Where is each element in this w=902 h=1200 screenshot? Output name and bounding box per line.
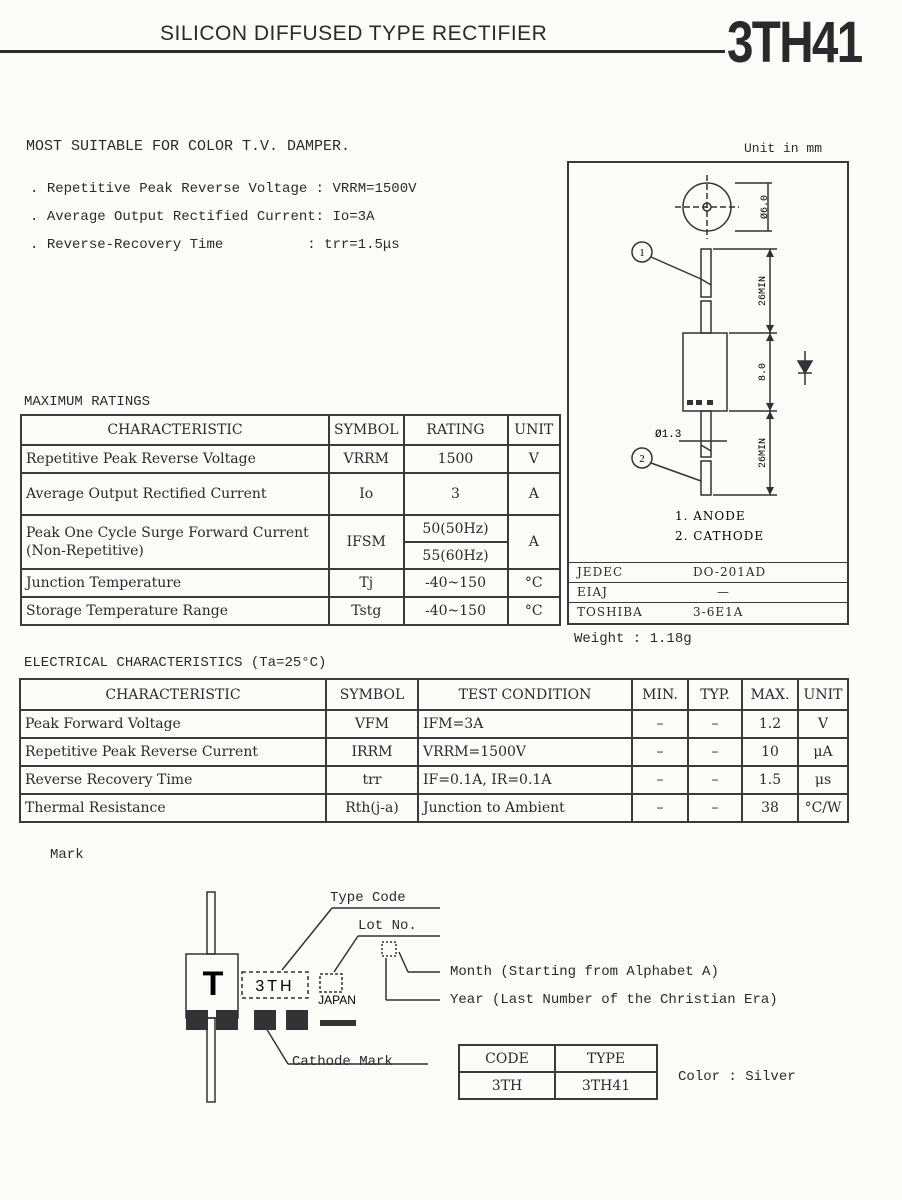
callout-2: 2	[639, 453, 645, 465]
type-value: 3TH41	[555, 1072, 657, 1099]
table-row: Peak Forward Voltage VFM IFM=3A – – 1.2 V	[20, 710, 848, 738]
table-row: Peak One Cycle Surge Forward Current (Non-Repetitive) IFSM 50(50Hz) A	[21, 515, 560, 542]
package-outline-drawing	[567, 161, 849, 561]
jedec-row: JEDEC DO-201AD	[567, 562, 849, 582]
feature-item: . Repetitive Peak Reverse Voltage : VRRM=1500V	[30, 181, 417, 197]
color-note: Color : Silver	[678, 1069, 796, 1085]
country-marking: JAPAN	[318, 993, 356, 1007]
col-characteristic: CHARACTERISTIC	[21, 415, 329, 445]
table-row: Junction Temperature Tj -40~150 °C	[21, 569, 560, 597]
max-ratings-table	[20, 414, 561, 626]
pin-2-label: 2. CATHODE	[675, 529, 765, 543]
part-number: 3TH41	[727, 10, 862, 75]
month-label: Month (Starting from Alphabet A)	[450, 964, 719, 980]
code-value: 3TH	[459, 1072, 555, 1099]
max-ratings-heading: MAXIMUM RATINGS	[24, 394, 151, 410]
table-row	[459, 1072, 657, 1099]
title-rule	[0, 50, 725, 53]
col-unit: UNIT	[508, 415, 561, 445]
table-row: Repetitive Peak Reverse Voltage VRRM 1500 V	[21, 445, 560, 473]
feature-item: . Reverse-Recovery Time : trr=1.5μs	[30, 237, 400, 253]
lead-diameter-dimension: Ø1.3	[655, 429, 682, 441]
table-row: Repetitive Peak Reverse Current IRRM VRRM=1500V – – 10 μA	[20, 738, 848, 766]
lot-no-label: Lot No.	[358, 918, 417, 934]
diameter-dimension: Ø6.0	[760, 194, 771, 220]
application-note: MOST SUITABLE FOR COLOR T.V. DAMPER.	[26, 138, 351, 155]
unit-note: Unit in mm	[744, 141, 823, 156]
code-header: CODE	[459, 1045, 555, 1072]
table-row: 55(60Hz)	[21, 542, 560, 569]
callout-1: 1	[639, 247, 645, 259]
electrical-heading: ELECTRICAL CHARACTERISTICS (Ta=25°C)	[24, 655, 327, 671]
eiaj-row: EIAJ —	[567, 582, 849, 602]
weight: Weight : 1.18g	[574, 631, 692, 647]
table-row: Reverse Recovery Time trr IF=0.1A, IR=0.1A – – 1.5 μs	[20, 766, 848, 794]
body-length-dimension: 8.0	[758, 362, 769, 382]
type-header: TYPE	[555, 1045, 657, 1072]
type-code-marking: 3TH	[255, 978, 295, 995]
col-symbol: SYMBOL	[329, 415, 404, 445]
feature-item: . Average Output Rectified Current: Io=3A	[30, 209, 375, 225]
table-row: Thermal Resistance Rth(j-a) Junction to Ambient – – 38 °C/W	[20, 794, 848, 822]
pin-1-label: 1. ANODE	[675, 509, 746, 523]
type-code-label: Type Code	[330, 890, 406, 906]
code-type-table	[458, 1044, 658, 1100]
toshiba-logo: T	[202, 965, 224, 1003]
marking-diagram	[170, 880, 470, 1110]
table-row: Storage Temperature Range Tstg -40~150 °C	[21, 597, 560, 625]
document-title: SILICON DIFFUSED TYPE RECTIFIER	[160, 22, 548, 45]
cathode-mark-label: Cathode Mark	[292, 1054, 393, 1070]
electrical-table: CHARACTERISTIC SYMBOL TEST CONDITION MIN. TYP. MAX. UNIT Peak Forward Voltage VFM IFM=3A – – 1.2 V Repetitive Peak Reverse Current IRRM VRRM=1500V – – 10 μA Reverse Recovery Time trr IF=0.1A, IR=0.1A – – 1.5 μs Thermal Resistance Rth(j-a) Junction to Ambient – – 38 °C/W	[19, 678, 849, 823]
col-rating: RATING	[404, 415, 508, 445]
table-row: Average Output Rectified Current Io 3 A	[21, 473, 560, 515]
year-label: Year (Last Number of the Christian Era)	[450, 992, 778, 1008]
lead-length-dimension-bottom: 26MIN	[758, 437, 769, 469]
mark-heading: Mark	[50, 847, 84, 863]
lead-length-dimension-top: 26MIN	[758, 275, 769, 307]
toshiba-row: TOSHIBA 3-6E1A	[567, 602, 849, 622]
